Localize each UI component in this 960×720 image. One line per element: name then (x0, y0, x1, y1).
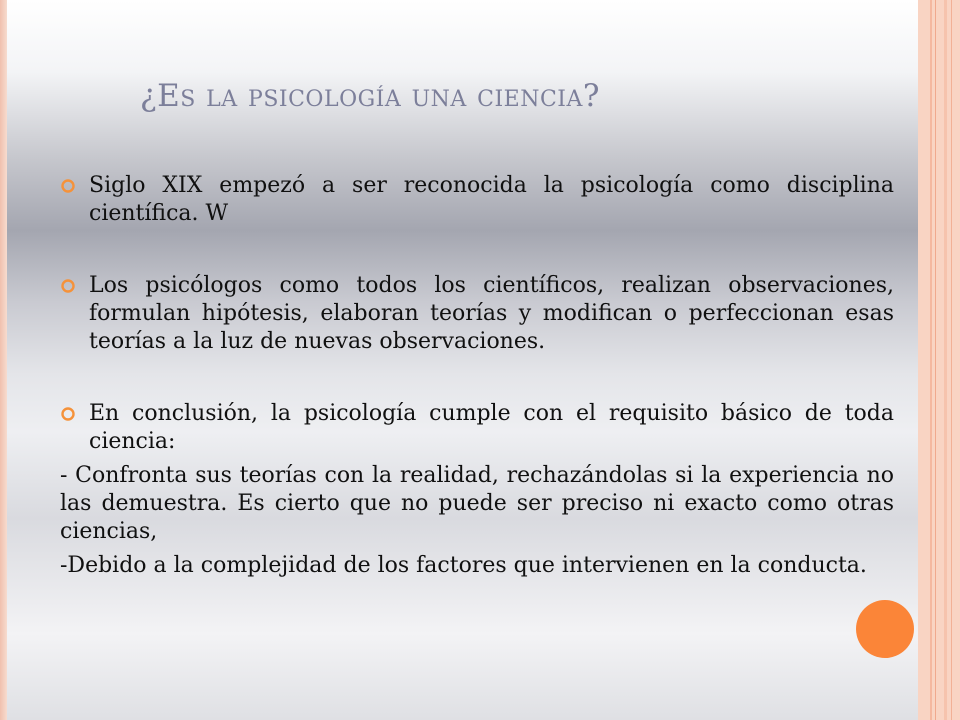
band-stripe (944, 0, 947, 720)
right-decorative-band (918, 0, 960, 720)
slide-body (60, 172, 894, 580)
bullet-text: Siglo XIX empezó a ser reconocida la psicología como disciplina científica. W (89, 173, 894, 226)
band-stripe (951, 0, 952, 720)
orange-ring-bullet-icon (60, 406, 76, 422)
bullet-text: En conclusión, la psicología cumple con el requisito básico de toda ciencia: (89, 401, 894, 454)
orange-ring-bullet-icon (60, 178, 76, 194)
body-paragraph: -Debido a la complejidad de los factores que intervienen en la conducta. (60, 553, 867, 578)
band-stripe (930, 0, 932, 720)
band-stripe (935, 0, 936, 720)
left-edge-band (0, 0, 7, 720)
bullet-item (60, 400, 894, 456)
body-paragraph: - Confronta sus teorías con la realidad, rechazándolas si la experiencia no las demuestra. Es cierto que no puede ser preciso ni exacto como otras ciencias, (60, 463, 894, 544)
orange-circle-decoration (856, 600, 914, 658)
bullet-item (60, 172, 894, 228)
bullet-text: Los psicólogos como todos los científicos, realizan observaciones, formulan hipótesis, elaboran teorías y modifican o perfeccionan esas teorías a la luz de nuevas observaciones. (89, 273, 894, 354)
bullet-item (60, 272, 894, 356)
slide-title: ¿Es la psicología una ciencia? (140, 78, 601, 114)
orange-ring-bullet-icon (60, 278, 76, 294)
